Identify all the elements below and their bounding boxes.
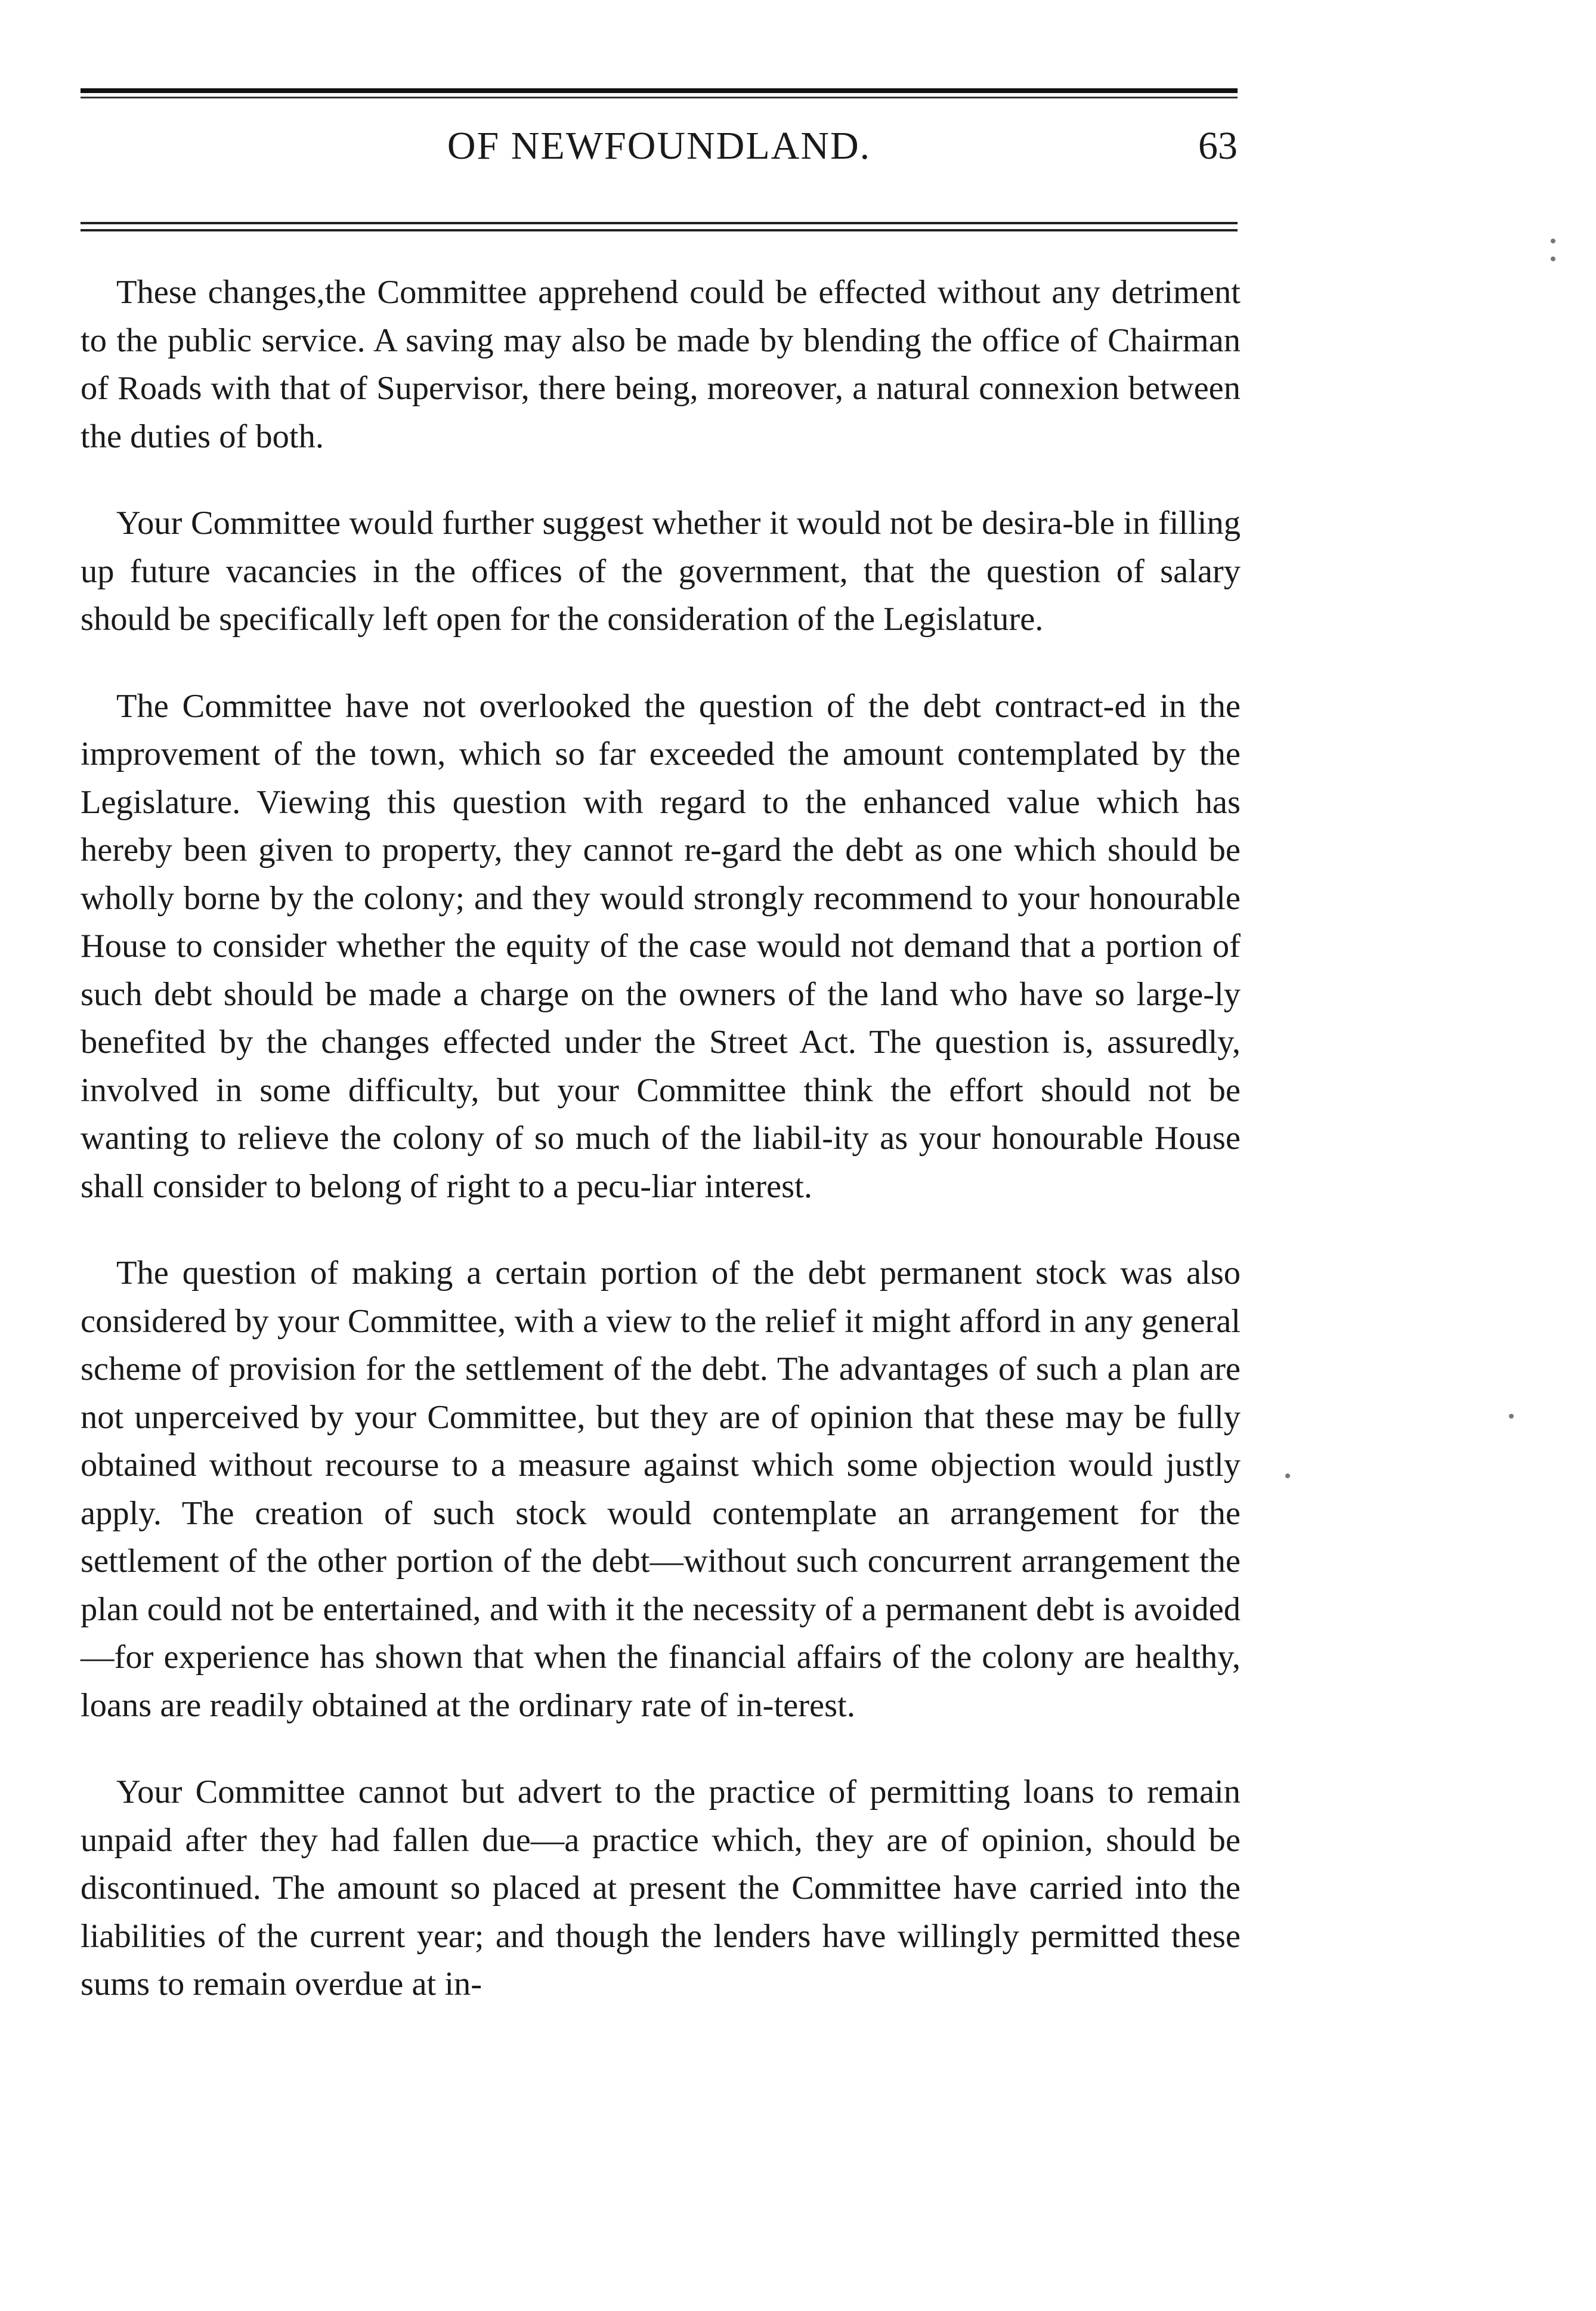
margin-speck — [1509, 1414, 1514, 1419]
margin-speck — [1551, 239, 1555, 243]
running-title: OF NEWFOUNDLAND. — [447, 124, 871, 168]
paragraph-1: These changes,the Committee apprehend could be effected without any detriment to the public service. A saving may also be made by blending the office of Chairman of Roads with that of Supervisor, there being, moreover, a natural connexion between the duties of both. — [81, 274, 1241, 455]
header-double-rule-lower — [81, 229, 1238, 231]
header-double-rule-upper — [81, 222, 1238, 224]
paragraph-3: The Committee have not overlooked the question of the debt contract-ed in the improvement of the town, which so far exceeded the amount contemplated by the Legislature. Viewing this question with regard to the enhanced value which has hereby been given to property, they cannot re-gard the debt as one which should be wholly borne by the colony; and they would strongly recommend to your honourable House to consider whether the equity of the case would not demand that a portion of such debt should be made a charge on the owners of the land who have so large-ly benefited by the changes effected under the Street Act. The question is, assuredly, involved in some difficulty, but your Committee think the effort should not be wanting to relieve the colony of so much of the liabil-ity as your honourable House shall consider to belong of right to a pecu-liar interest. — [81, 687, 1241, 1205]
running-head — [81, 119, 1238, 173]
header-rule-thin — [81, 97, 1238, 98]
header-rule-thick — [81, 88, 1238, 93]
paragraph-2: Your Committee would further suggest whether it would not be desira-ble in filling up future vacancies in the offices of the government, that the question of salary should be specifically left open for the consideration of the Legislature. — [81, 505, 1241, 638]
page-number: 63 — [1198, 124, 1238, 168]
margin-speck — [1551, 257, 1555, 261]
paragraph-4: The question of making a certain portion of the debt permanent stock was also considered by your Committee, with a view to the relief it might afford in any general scheme of provision for the settlement of the debt. The advantages of such a plan are not unperceived by your Committee, but they are of opinion that these may be fully obtained without recourse to a measure against which some objection would justly apply. The creation of such stock would contemplate an arrangement for the settlement of the other portion of the debt—without such concurrent arrangement the plan could not be entertained, and with it the necessity of a permanent debt is avoided—for experience has shown that when the financial affairs of the colony are healthy, loans are readily obtained at the ordinary rate of in-terest. — [81, 1255, 1241, 1724]
margin-speck — [1285, 1473, 1290, 1478]
body-text — [81, 268, 1241, 2009]
paragraph-5: Your Committee cannot but advert to the practice of permitting loans to remain unpaid after they had fallen due—a practice which, they are of opinion, should be discontinued. The amount so placed at present the Committee have carried into the liabilities of the current year; and though the lenders have willingly permitted these sums to remain overdue at in- — [81, 1774, 1241, 2003]
